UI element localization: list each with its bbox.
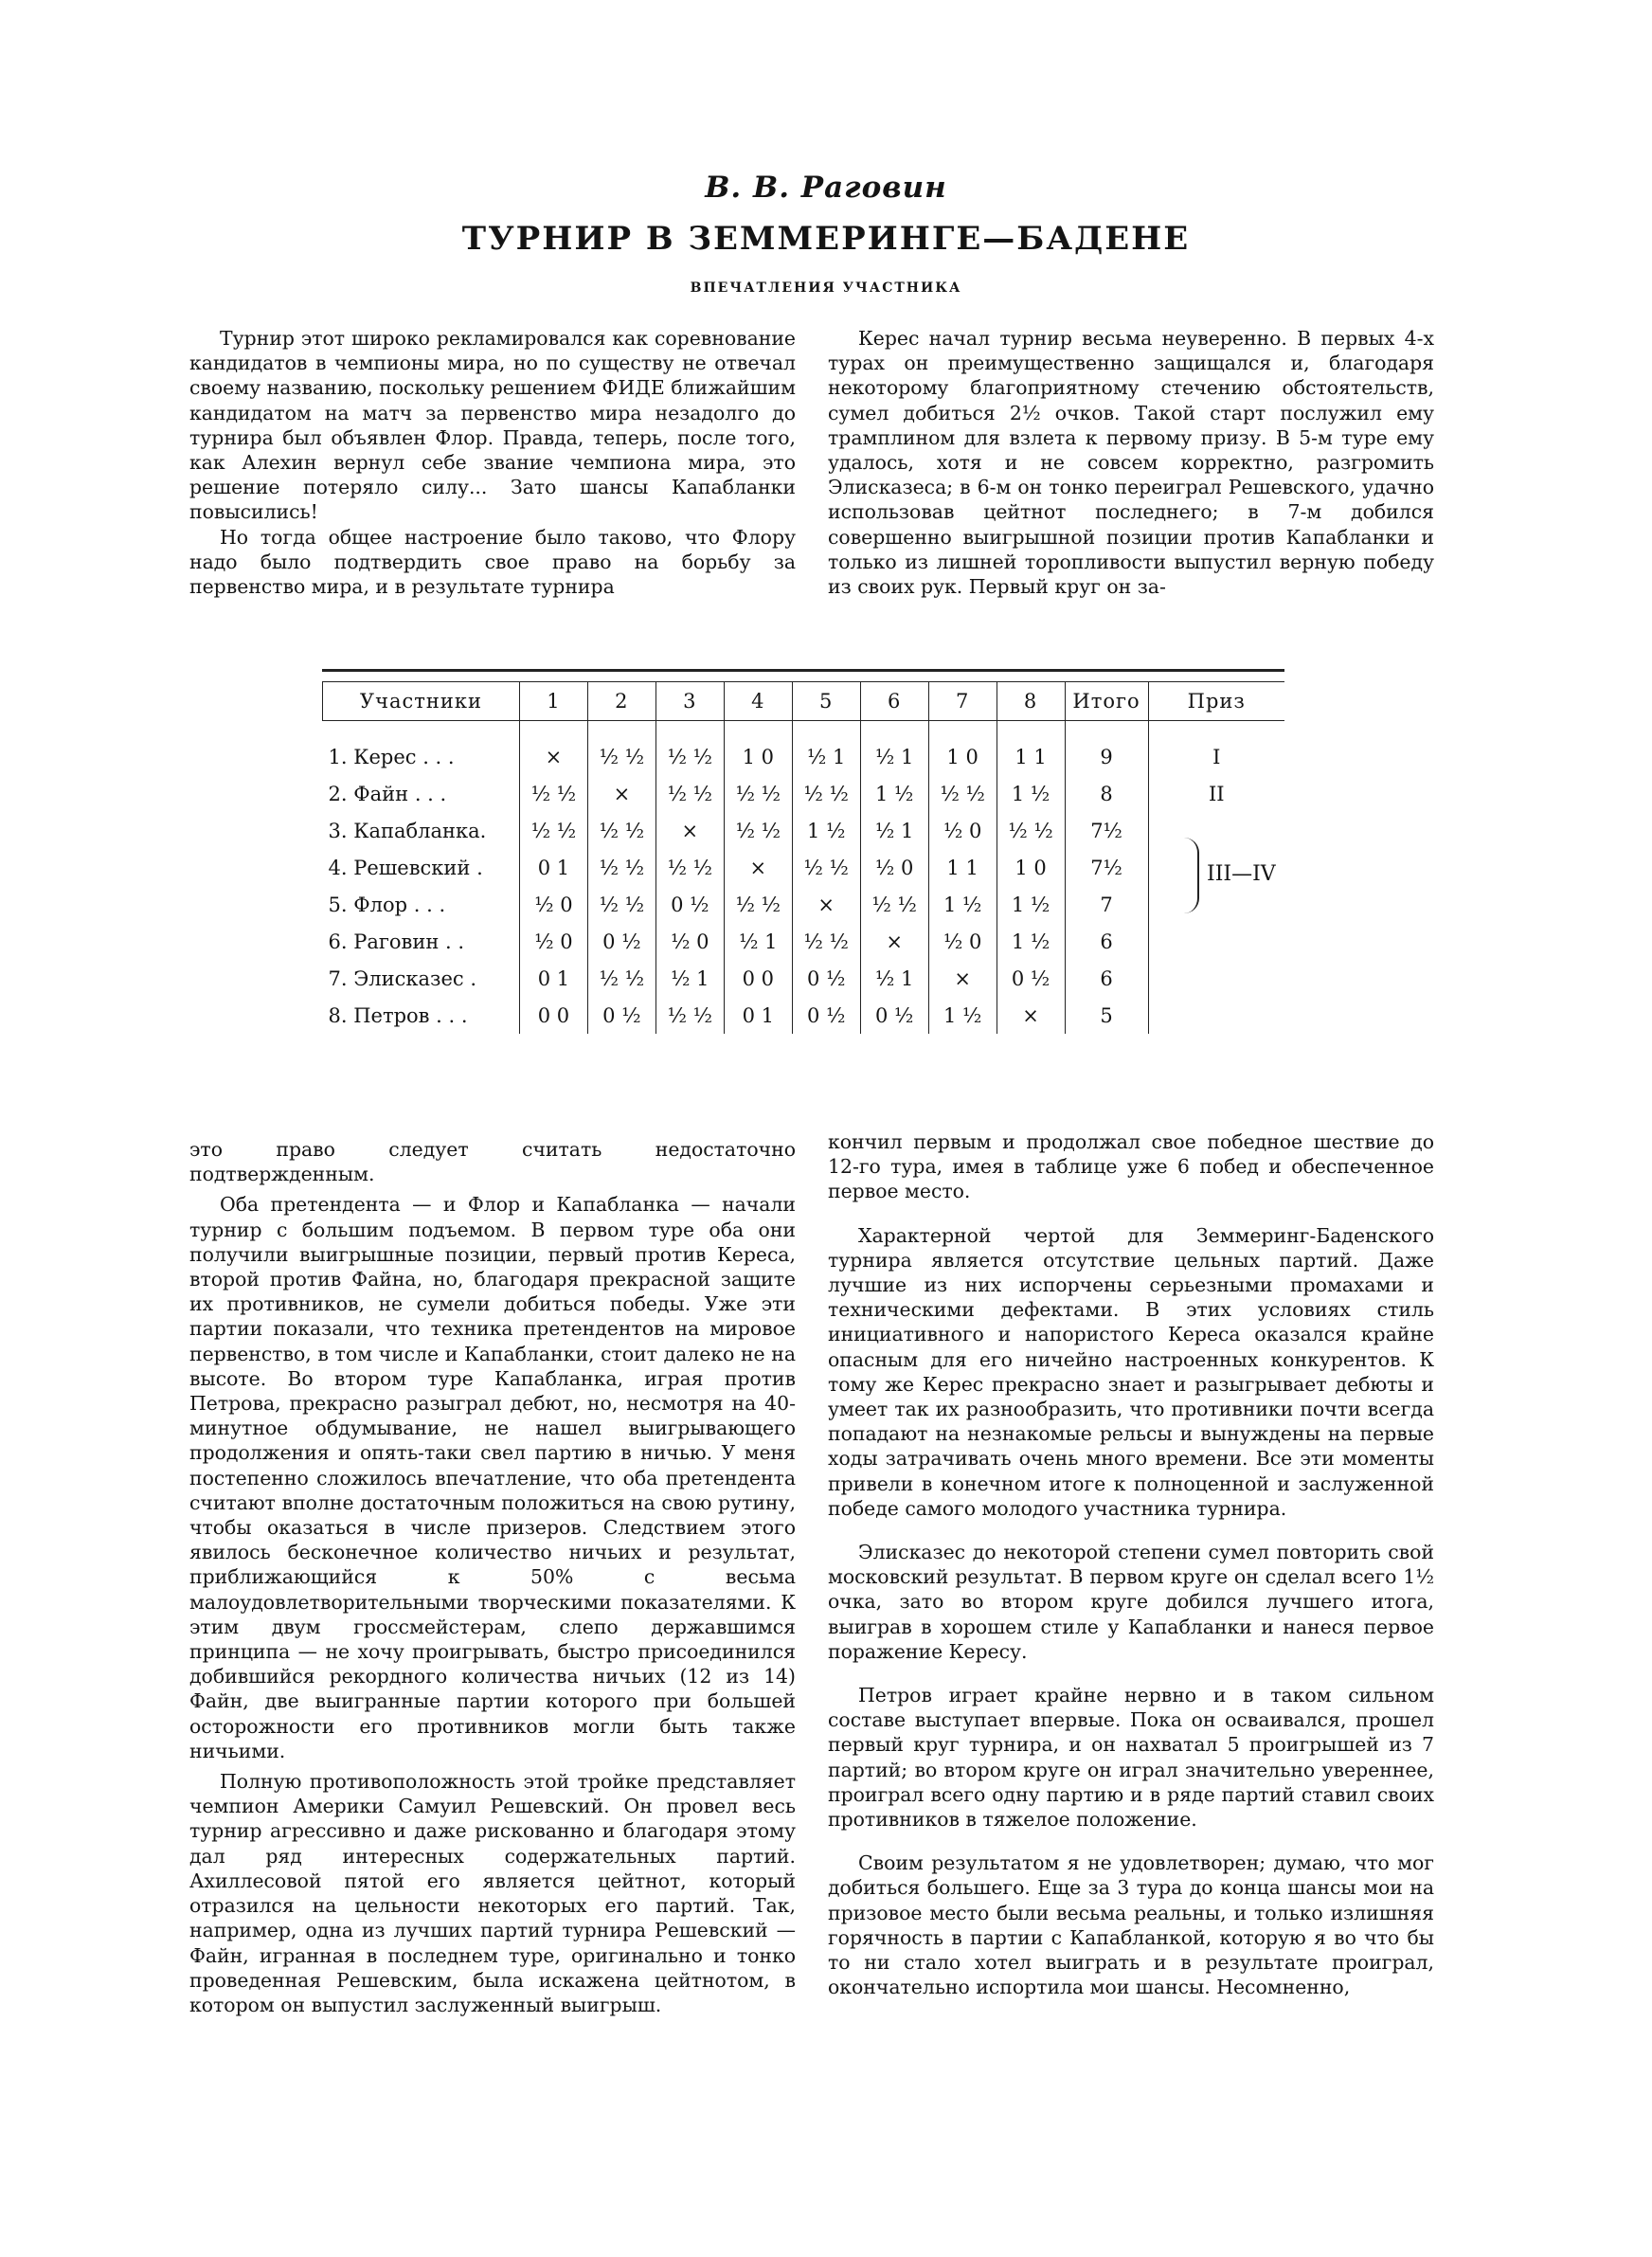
score-cell: ½ ½ (792, 849, 860, 886)
paragraph: Элисказес до некоторой степени сумел повторить свой московский результат. В первом круге он сделал всего 1½ очка, зато во втором круге добился лучшего итога, выиграв в хорошем стиле у Капабланки и нанеся первое поражение Кересу. (828, 1541, 1434, 1663)
participant-name: 1. Керес . . . (328, 745, 455, 768)
score-cell: 0 0 (519, 997, 587, 1034)
score-cell: ½ 0 (655, 923, 724, 960)
score-cell: ½ 0 (928, 923, 997, 960)
score-cell: ½ 1 (860, 738, 928, 775)
score-cell: × (655, 812, 724, 849)
score-cell: 0 ½ (997, 960, 1065, 997)
header-col-6: 6 (860, 682, 928, 721)
table-row (323, 960, 1285, 997)
score-cell: 0 ½ (587, 923, 655, 960)
header-col-8: 8 (997, 682, 1065, 721)
score-cell: 1 ½ (860, 775, 928, 812)
score-cell: ½ ½ (724, 886, 792, 923)
score-cell: × (724, 849, 792, 886)
paragraph: Оба претендента — и Флор и Капабланка — начали турнир с большим подъемом. В первом туре оба они получили выигрышные позиции, первый против Кереса, второй против Файна, но, благодаря прекрасной защите их противников, не сумели добиться победы. Уже эти партии показали, что техника претендентов на мировое первенство, в том числе и Капабланки, стоит далеко не на высоте. Во втором туре Капабланка, играя против Петрова, прекрасно разыграл дебют, но, несмотря на 40-минутное обдумывание, не нашел выигрывающего продолжения и опять-таки свел партию в ничью. У меня постепенно сложилось впечатление, что оба претендента считают вполне достаточным положиться на свою рутину, чтобы оказаться в числе призеров. Следствием этого явилось бесконечное количество ничьих и результат, приближающийся к 50% с весьма малоудовлетворительными творческими показателями. К этим двум гроссмейстерам, слепо державшимся принципа — не хочу проигрывать, быстро присоединился добившийся рекордного количества ничьих (12 из 14) Файн, две выигранные партии которого при большей осторожности его противников могли быть также ничьими. (189, 1193, 796, 1762)
header-col-3: 3 (655, 682, 724, 721)
score-cell: ½ ½ (860, 886, 928, 923)
table-row (323, 849, 1285, 886)
score-cell: ½ ½ (587, 960, 655, 997)
prize-cell: I (1212, 745, 1221, 768)
prize-cell (1148, 960, 1284, 997)
score-cell: ½ ½ (724, 775, 792, 812)
header-participants: Участники (323, 682, 520, 721)
paragraph: это право следует считать недостаточно подтвержденным. (189, 1138, 796, 1186)
shared-prize-label: III—IV (1207, 862, 1276, 886)
header-col-4: 4 (724, 682, 792, 721)
score-cell: 1 0 (928, 738, 997, 775)
paragraph: кончил первым и продолжал свое победное шествие до 12-го тура, имея в таблице уже 6 побед и обеспеченное первое место. (828, 1130, 1434, 1203)
score-cell: ½ 1 (655, 960, 724, 997)
score-cell: × (928, 960, 997, 997)
paragraph: Петров играет крайне нервно и в таком сильном составе выступает впервые. Пока он осваивался, прошел первый круг турнира, и он нахватал 5 проигрышей из 7 партий; во втором круге он играл значительно увереннее, проиграл всего одну партию и в ряде партий ставил своих противников в тяжелое положение. (828, 1684, 1434, 1832)
tournament-table (322, 669, 1284, 1034)
intro-left-column (189, 326, 796, 599)
score-cell: ½ 1 (724, 923, 792, 960)
header-col-7: 7 (928, 682, 997, 721)
header-total: Итого (1065, 682, 1148, 721)
score-cell: ½ ½ (997, 812, 1065, 849)
participant-name: 6. Раговин . . (328, 930, 465, 953)
score-cell: 1 1 (928, 849, 997, 886)
article-subtitle: ВПЕЧАТЛЕНИЯ УЧАСТНИКА (690, 280, 962, 296)
score-cell: ½ 1 (860, 812, 928, 849)
score-cell: ½ ½ (655, 997, 724, 1034)
prize-cell (1148, 923, 1284, 960)
paragraph: Турнир этот широко рекламировался как соревнование кандидатов в чемпионы мира, но по существу не отвечал своему названию, поскольку решением ФИДЕ ближайшим кандидатом на матч за первенство мира незадолго до турнира был объявлен Флор. Правда, теперь, после того, как Алехин вернул себе звание чемпиона мира, это решение потеряло силу... Зато шансы Капабланки повысились! (189, 327, 796, 524)
score-cell: 1 0 (724, 738, 792, 775)
score-cell: 1 ½ (928, 886, 997, 923)
paragraph: Полную противоположность этой тройке представляет чемпион Америки Самуил Решевский. Он провел весь турнир агрессивно и даже рискованно и благодаря этому дал ряд интересных содержательных партий. Ахиллесовой пятой его является цейтнот, который отразился на цельности некоторых его партий. Так, например, одна из лучших партий турнира Решевский — Файн, игранная в последнем туре, оригинально и тонко проведенная Решевским, была искажена цейтнотом, в котором он выпустил заслуженный выигрыш. (189, 1770, 796, 2016)
shared-prize-brace (1184, 838, 1199, 913)
score-cell: 1 ½ (997, 775, 1065, 812)
total-cell: 5 (1065, 997, 1148, 1034)
crosstable (322, 681, 1284, 1034)
header-col-1: 1 (519, 682, 587, 721)
table-row (323, 738, 1285, 775)
score-cell: 0 1 (519, 849, 587, 886)
table-row (323, 775, 1285, 812)
participant-name: 7. Элисказес . (328, 966, 477, 990)
score-cell: 1 0 (997, 849, 1065, 886)
score-cell: ½ ½ (724, 812, 792, 849)
table-row (323, 886, 1285, 923)
total-cell: 6 (1065, 960, 1148, 997)
total-cell: 7½ (1065, 849, 1148, 886)
score-cell: ½ ½ (587, 738, 655, 775)
article-title: ТУРНИР В ЗЕММЕРИНГЕ—БАДЕНЕ (461, 220, 1191, 258)
score-cell: 0 ½ (792, 997, 860, 1034)
prize-cell (1148, 886, 1284, 923)
score-cell: × (997, 997, 1065, 1034)
total-cell: 6 (1065, 923, 1148, 960)
score-cell: ½ 0 (928, 812, 997, 849)
score-cell: ½ 0 (519, 886, 587, 923)
score-cell: ½ ½ (655, 849, 724, 886)
score-cell: 1 ½ (997, 923, 1065, 960)
total-cell: 7½ (1065, 812, 1148, 849)
total-cell: 9 (1065, 738, 1148, 775)
score-cell: 0 ½ (587, 997, 655, 1034)
score-cell: ½ ½ (928, 775, 997, 812)
paragraph: Но тогда общее настроение было таково, что Флору надо было подтвердить свое право на борьбу за первенство мира, и в результате турнира (189, 525, 796, 599)
table-row (323, 923, 1285, 960)
participant-name: 8. Петров . . . (328, 1003, 468, 1027)
paragraph: Характерной чертой для Земмеринг-Баденского турнира является отсутствие цельных партий. Даже лучшие из них испорчены серьезными промахами и техническими дефектами. В этих условиях стиль инициативного и напористого Кереса оказался крайне опасным для его ничейно настроенных конкурентов. К тому же Керес прекрасно знает и разыгрывает дебюты и умеет так их разнообразить, что противники почти всегда попадают на незнакомые рельсы и вынуждены на первые ходы затрачивать очень много времени. Все эти моменты привели в конечном итоге к полноценной и заслуженной победе самого молодого участника турнира. (828, 1223, 1434, 1520)
score-cell: ½ 1 (792, 738, 860, 775)
score-cell: 0 ½ (860, 997, 928, 1034)
participant-name: 5. Флор . . . (328, 893, 446, 916)
score-cell: 0 1 (519, 960, 587, 997)
body-right-column (828, 1129, 1434, 2006)
score-cell: × (860, 923, 928, 960)
intro-right-column (828, 326, 1434, 599)
score-cell: × (519, 738, 587, 775)
header-prize: Приз (1148, 682, 1284, 721)
score-cell: 0 1 (724, 997, 792, 1034)
prize-cell (1148, 812, 1284, 849)
score-cell: ½ ½ (792, 775, 860, 812)
score-cell: 1 ½ (997, 886, 1065, 923)
score-cell: ½ ½ (655, 775, 724, 812)
header-col-2: 2 (587, 682, 655, 721)
table-row (323, 812, 1285, 849)
score-cell: ½ ½ (587, 812, 655, 849)
paragraph: Керес начал турнир весьма неуверенно. В первых 4-х турах он преимущественно защищался и, благодаря некоторому благоприятному стечению обстоятельств, сумел добиться 2½ очков. Такой старт послужил ему трамплином для взлета к первому призу. В 5-м туре ему удалось, хотя и не совсем корректно, разгромить Элисказеса; в 6-м он тонко переиграл Решевского, удачно использовав цейтнот последнего; в 7-м добился совершенно выигрышной позиции против Капабланки и только из лишней торопливости выпустил верную победу из своих рук. Первый круг он за- (828, 327, 1434, 599)
table-header-row (323, 682, 1285, 721)
score-cell: ½ ½ (655, 738, 724, 775)
table-row (323, 997, 1285, 1034)
participant-name: 2. Файн . . . (328, 782, 447, 805)
score-cell: × (587, 775, 655, 812)
paragraph: Своим результатом я не удовлетворен; думаю, что мог добиться большего. Еще за 3 тура до конца шансы мои на призовое место были весьма реальны, и только излишняя горячность в партии с Капабланкой, которую я во что бы то ни стало хотел выиграть и в результате проиграл, окончательно испортила мои шансы. Несомненно, (828, 1851, 1434, 1999)
score-cell: ½ 0 (519, 923, 587, 960)
author: В. В. Раговин (705, 171, 947, 205)
participant-name: 4. Решевский . (328, 856, 483, 879)
score-cell: ½ ½ (519, 775, 587, 812)
score-cell: × (792, 886, 860, 923)
score-cell: 1 ½ (792, 812, 860, 849)
score-cell: 1 ½ (928, 997, 997, 1034)
total-cell: 7 (1065, 886, 1148, 923)
score-cell: 0 ½ (792, 960, 860, 997)
score-cell: ½ 1 (860, 960, 928, 997)
score-cell: ½ ½ (587, 849, 655, 886)
score-cell: ½ ½ (587, 886, 655, 923)
header-col-5: 5 (792, 682, 860, 721)
prize-cell: II (1208, 782, 1225, 805)
score-cell: ½ ½ (792, 923, 860, 960)
score-cell: ½ ½ (519, 812, 587, 849)
score-cell: 0 0 (724, 960, 792, 997)
score-cell: ½ 0 (860, 849, 928, 886)
total-cell: 8 (1065, 775, 1148, 812)
participant-name: 3. Капабланка. (328, 819, 487, 842)
prize-cell (1148, 997, 1284, 1034)
body-left-column (189, 1137, 796, 2023)
score-cell: 0 ½ (655, 886, 724, 923)
score-cell: 1 1 (997, 738, 1065, 775)
